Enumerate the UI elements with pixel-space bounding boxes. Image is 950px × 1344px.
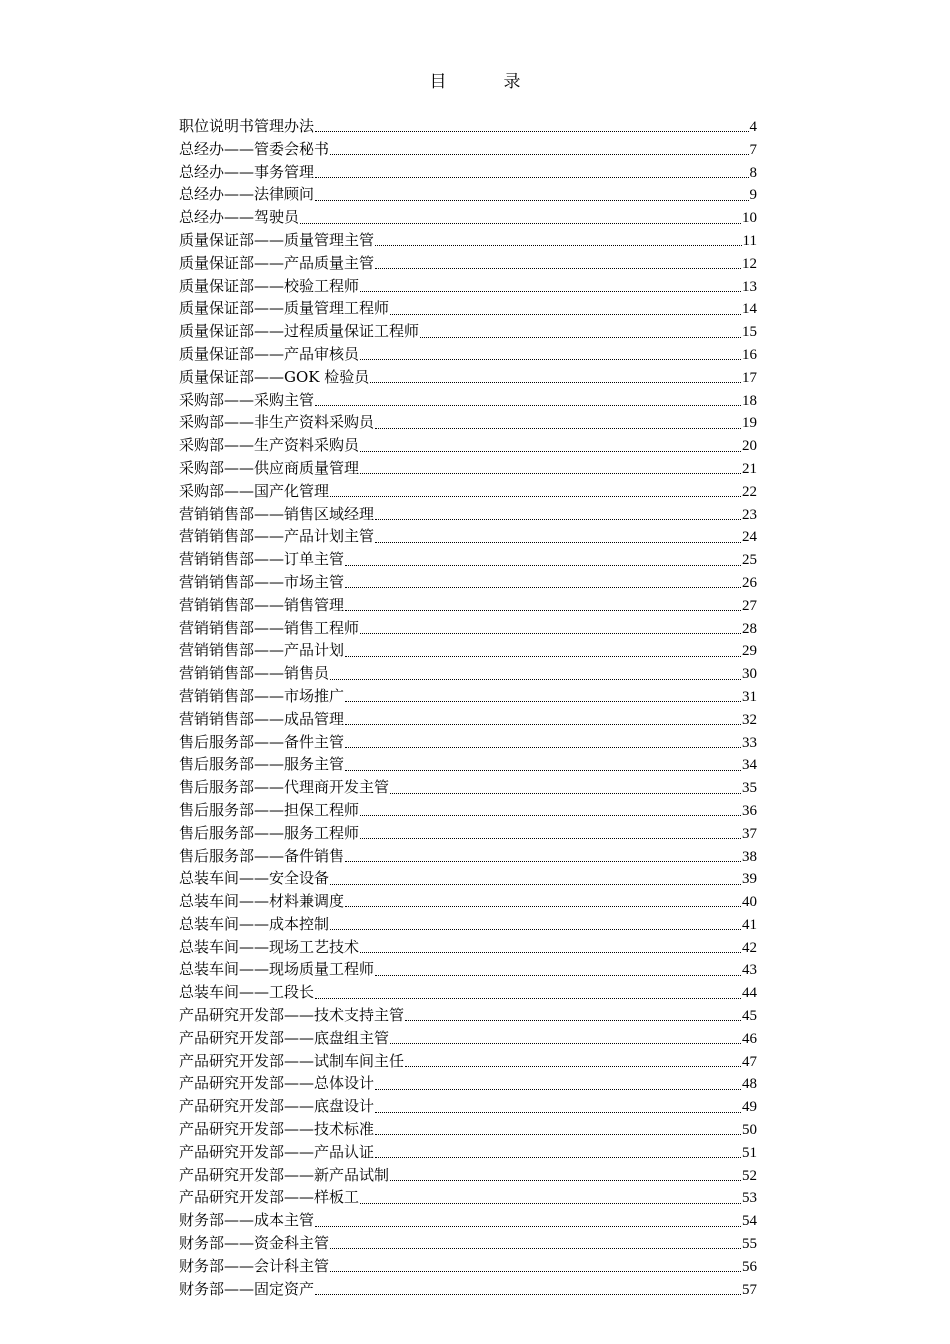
toc-dot-leader xyxy=(375,1088,741,1090)
toc-entry-label: 售后服务部——备件销售 xyxy=(179,846,345,865)
toc-entry[interactable] xyxy=(179,389,757,412)
toc-dot-leader xyxy=(375,1156,741,1158)
toc-entry-label: 总经办——驾驶员 xyxy=(179,208,300,227)
toc-entry[interactable] xyxy=(179,297,757,320)
toc-dot-leader xyxy=(330,928,741,930)
toc-entry[interactable] xyxy=(179,1027,757,1050)
toc-entry-page-number: 33 xyxy=(742,734,757,751)
toc-entry-label: 质量保证部——质量管理工程师 xyxy=(179,299,390,318)
toc-entry-page-number: 52 xyxy=(742,1167,757,1184)
toc-entry-page-number: 20 xyxy=(742,438,757,455)
toc-entry-label: 产品研究开发部——样板工 xyxy=(179,1188,360,1207)
toc-dot-leader xyxy=(360,1202,741,1204)
toc-entry-page-number: 49 xyxy=(742,1099,757,1116)
toc-entry-label: 总装车间——材料兼调度 xyxy=(179,892,345,911)
toc-entry-label: 营销销售部——销售工程师 xyxy=(179,618,360,637)
toc-entry-page-number: 31 xyxy=(742,688,757,705)
toc-entry-page-number: 30 xyxy=(742,666,757,683)
toc-entry-page-number: 40 xyxy=(742,894,757,911)
toc-entry-label: 产品研究开发部——技术标准 xyxy=(179,1120,375,1139)
toc-dot-leader xyxy=(375,541,741,543)
toc-entry[interactable] xyxy=(179,229,757,252)
toc-entry-label: 售后服务部——代理商开发主管 xyxy=(179,778,390,797)
toc-dot-leader xyxy=(390,792,741,794)
toc-entry-label: 财务部——固定资产 xyxy=(179,1279,315,1298)
toc-entry-page-number: 32 xyxy=(742,711,757,728)
toc-entry-label: 产品研究开发部——产品认证 xyxy=(179,1142,375,1161)
toc-dot-leader xyxy=(420,336,741,338)
toc-entry-label: 营销销售部——销售员 xyxy=(179,664,330,683)
toc-entry-page-number: 14 xyxy=(742,301,757,318)
toc-entry-label: 质量保证部——校验工程师 xyxy=(179,276,360,295)
toc-entry-label: 售后服务部——服务工程师 xyxy=(179,823,360,842)
toc-entry-label: 营销销售部——成品管理 xyxy=(179,709,345,728)
toc-entry[interactable] xyxy=(179,1050,757,1073)
toc-dot-leader xyxy=(345,655,741,657)
toc-entry-page-number: 23 xyxy=(742,506,757,523)
toc-entry-page-number: 43 xyxy=(742,962,757,979)
toc-entry-page-number: 17 xyxy=(742,369,757,386)
toc-dot-leader xyxy=(390,313,741,315)
toc-dot-leader xyxy=(315,176,748,178)
toc-entry[interactable] xyxy=(179,161,757,184)
toc-entry[interactable] xyxy=(179,343,757,366)
toc-entry[interactable] xyxy=(179,503,757,526)
toc-dot-leader xyxy=(360,358,741,360)
toc-entry-page-number: 22 xyxy=(742,483,757,500)
toc-entry-page-number: 9 xyxy=(749,187,757,204)
toc-entry-page-number: 36 xyxy=(742,802,757,819)
toc-entry-label: 采购部——生产资料采购员 xyxy=(179,436,360,455)
toc-dot-leader xyxy=(345,564,741,566)
toc-entry-page-number: 37 xyxy=(742,825,757,842)
toc-dot-leader xyxy=(330,883,741,885)
toc-entry[interactable] xyxy=(179,320,757,343)
toc-entry-page-number: 13 xyxy=(742,278,757,295)
toc-entry-page-number: 44 xyxy=(742,985,757,1002)
toc-entry-page-number: 29 xyxy=(742,643,757,660)
toc-dot-leader xyxy=(345,769,741,771)
toc-entry[interactable] xyxy=(179,571,757,594)
toc-entry-page-number: 51 xyxy=(742,1144,757,1161)
toc-dot-leader xyxy=(405,1019,741,1021)
toc-dot-leader xyxy=(375,244,742,246)
toc-dot-leader xyxy=(330,678,741,680)
toc-dot-leader xyxy=(330,153,748,155)
toc-entry[interactable] xyxy=(179,731,757,754)
toc-entry-label: 产品研究开发部——底盘设计 xyxy=(179,1097,375,1116)
toc-entry[interactable] xyxy=(179,617,757,640)
toc-entry[interactable] xyxy=(179,457,757,480)
toc-entry-page-number: 35 xyxy=(742,780,757,797)
toc-dot-leader xyxy=(360,632,741,634)
toc-entry-page-number: 10 xyxy=(742,210,757,227)
toc-entry-page-number: 27 xyxy=(742,597,757,614)
toc-dot-leader xyxy=(315,199,748,201)
toc-entry-label: 质量保证部——过程质量保证工程师 xyxy=(179,322,420,341)
toc-entry-label: 总经办——管委会秘书 xyxy=(179,139,330,158)
toc-entry-label: 总经办——法律顾问 xyxy=(179,185,315,204)
toc-entry[interactable] xyxy=(179,1118,757,1141)
toc-entry-label: 总装车间——安全设备 xyxy=(179,869,330,888)
toc-dot-leader xyxy=(315,1225,741,1227)
toc-entry[interactable] xyxy=(179,275,757,298)
toc-entry-page-number: 24 xyxy=(742,529,757,546)
toc-entry-label: 营销销售部——产品计划主管 xyxy=(179,527,375,546)
toc-entry[interactable] xyxy=(179,525,757,548)
toc-entry-label: 总装车间——现场质量工程师 xyxy=(179,960,375,979)
toc-entry-label: 采购部——供应商质量管理 xyxy=(179,458,360,477)
toc-entry-page-number: 46 xyxy=(742,1030,757,1047)
toc-dot-leader xyxy=(330,1247,741,1249)
toc-entry-label: 财务部——成本主管 xyxy=(179,1211,315,1230)
toc-entry-page-number: 50 xyxy=(742,1122,757,1139)
toc-entry-label: 营销销售部——销售区域经理 xyxy=(179,504,375,523)
toc-entry-label: 产品研究开发部——底盘组主管 xyxy=(179,1028,390,1047)
toc-entry-label: 营销销售部——订单主管 xyxy=(179,550,345,569)
toc-dot-leader xyxy=(315,997,741,999)
toc-entry[interactable] xyxy=(179,1072,757,1095)
toc-entry-page-number: 45 xyxy=(742,1008,757,1025)
toc-entry[interactable] xyxy=(179,685,757,708)
toc-entry-page-number: 15 xyxy=(742,324,757,341)
toc-dot-leader xyxy=(345,700,741,702)
toc-dot-leader xyxy=(315,404,741,406)
toc-entry-page-number: 12 xyxy=(742,255,757,272)
toc-entry[interactable] xyxy=(179,753,757,776)
toc-entry-label: 售后服务部——担保工程师 xyxy=(179,800,360,819)
toc-entry-label: 产品研究开发部——总体设计 xyxy=(179,1074,375,1093)
toc-entry[interactable] xyxy=(179,183,757,206)
toc-entry-label: 质量保证部——质量管理主管 xyxy=(179,230,375,249)
toc-entry[interactable] xyxy=(179,1232,757,1255)
toc-entry[interactable] xyxy=(179,1186,757,1209)
toc-entry-page-number: 39 xyxy=(742,871,757,888)
toc-entry[interactable] xyxy=(179,206,757,229)
toc-entry-page-number: 48 xyxy=(742,1076,757,1093)
toc-entry[interactable] xyxy=(179,1004,757,1027)
toc-entry-label: 质量保证部——产品质量主管 xyxy=(179,253,375,272)
toc-entry[interactable] xyxy=(179,662,757,685)
toc-dot-leader xyxy=(360,951,741,953)
toc-entry-label: 总装车间——工段长 xyxy=(179,983,315,1002)
toc-dot-leader xyxy=(330,1270,741,1272)
toc-entry-label: 营销销售部——销售管理 xyxy=(179,595,345,614)
toc-entry-label: 营销销售部——产品计划 xyxy=(179,641,345,660)
toc-dot-leader xyxy=(375,518,741,520)
toc-entry-page-number: 7 xyxy=(749,141,757,158)
toc-dot-leader xyxy=(345,746,741,748)
toc-entry-page-number: 47 xyxy=(742,1053,757,1070)
toc-dot-leader xyxy=(360,814,741,816)
toc-dot-leader xyxy=(375,1111,741,1113)
toc-entry-label: 售后服务部——服务主管 xyxy=(179,755,345,774)
toc-dot-leader xyxy=(370,381,741,383)
toc-entry-label: 营销销售部——市场推广 xyxy=(179,686,345,705)
toc-entry[interactable] xyxy=(179,936,757,959)
toc-entry-label: 产品研究开发部——试制车间主任 xyxy=(179,1051,405,1070)
toc-entry[interactable] xyxy=(179,252,757,275)
toc-entry-label: 总装车间——成本控制 xyxy=(179,914,330,933)
toc-dot-leader xyxy=(375,427,741,429)
toc-entry[interactable] xyxy=(179,1164,757,1187)
toc-entry-label: 质量保证部——产品审核员 xyxy=(179,344,360,363)
toc-entry-page-number: 55 xyxy=(742,1236,757,1253)
toc-entry-label: 售后服务部——备件主管 xyxy=(179,732,345,751)
toc-entry-page-number: 18 xyxy=(742,392,757,409)
toc-entry[interactable] xyxy=(179,1141,757,1164)
toc-entry[interactable] xyxy=(179,115,757,138)
toc-entry-label: 财务部——会计科主管 xyxy=(179,1256,330,1275)
toc-dot-leader xyxy=(315,130,748,132)
toc-entry-label: 质量保证部——GOK 检验员 xyxy=(179,367,370,386)
toc-dot-leader xyxy=(375,267,741,269)
toc-dot-leader xyxy=(375,1133,741,1135)
toc-dot-leader xyxy=(330,495,741,497)
toc-entry-page-number: 53 xyxy=(742,1190,757,1207)
toc-entry-page-number: 19 xyxy=(742,415,757,432)
toc-entry-label: 总装车间——现场工艺技术 xyxy=(179,937,360,956)
toc-entry-label: 总经办——事务管理 xyxy=(179,162,315,181)
toc-entry-page-number: 26 xyxy=(742,574,757,591)
toc-entry-page-number: 4 xyxy=(749,119,757,135)
toc-title: 目 录 xyxy=(429,72,541,92)
toc-dot-leader xyxy=(360,472,741,474)
toc-entry[interactable] xyxy=(179,822,757,845)
toc-entry[interactable] xyxy=(179,708,757,731)
toc-dot-leader xyxy=(390,1042,741,1044)
toc-dot-leader xyxy=(390,1179,741,1181)
toc-entry-label: 职位说明书管理办法 xyxy=(179,117,315,135)
toc-entry[interactable] xyxy=(179,799,757,822)
toc-entry-page-number: 57 xyxy=(742,1281,757,1298)
toc-entry-page-number: 11 xyxy=(742,232,757,249)
toc-dot-leader xyxy=(345,905,741,907)
toc-dot-leader xyxy=(300,222,741,224)
toc-entry-page-number: 8 xyxy=(749,164,757,181)
toc-entry-label: 产品研究开发部——新产品试制 xyxy=(179,1165,390,1184)
toc-dot-leader xyxy=(345,609,741,611)
toc-entry[interactable] xyxy=(179,434,757,457)
toc-dot-leader xyxy=(345,860,741,862)
toc-entry-page-number: 21 xyxy=(742,460,757,477)
toc-entry-label: 采购部——非生产资料采购员 xyxy=(179,413,375,432)
toc-entry[interactable] xyxy=(179,639,757,662)
toc-entry[interactable] xyxy=(179,480,757,503)
toc-dot-leader xyxy=(360,450,741,452)
toc-entry[interactable] xyxy=(179,913,757,936)
toc-entry[interactable] xyxy=(179,890,757,913)
toc-entry-label: 产品研究开发部——技术支持主管 xyxy=(179,1006,405,1025)
toc-list xyxy=(179,115,757,1300)
toc-entry-page-number: 25 xyxy=(742,552,757,569)
toc-dot-leader xyxy=(360,290,741,292)
toc-entry-page-number: 28 xyxy=(742,620,757,637)
toc-entry[interactable] xyxy=(179,594,757,617)
toc-entry[interactable] xyxy=(179,1209,757,1232)
toc-dot-leader xyxy=(345,723,741,725)
toc-entry[interactable] xyxy=(179,958,757,981)
toc-entry[interactable] xyxy=(179,366,757,389)
toc-entry[interactable] xyxy=(179,1095,757,1118)
toc-entry[interactable] xyxy=(179,845,757,868)
toc-entry-page-number: 54 xyxy=(742,1213,757,1230)
toc-entry[interactable] xyxy=(179,138,757,161)
toc-entry-page-number: 41 xyxy=(742,916,757,933)
toc-entry[interactable] xyxy=(179,981,757,1004)
toc-entry-page-number: 56 xyxy=(742,1258,757,1275)
toc-entry-label: 财务部——资金科主管 xyxy=(179,1234,330,1253)
toc-dot-leader xyxy=(345,586,741,588)
toc-entry[interactable] xyxy=(179,776,757,799)
toc-entry-page-number: 38 xyxy=(742,848,757,865)
toc-dot-leader xyxy=(375,974,741,976)
toc-entry-page-number: 16 xyxy=(742,346,757,363)
toc-dot-leader xyxy=(315,1293,741,1295)
toc-entry-page-number: 42 xyxy=(742,939,757,956)
toc-entry[interactable] xyxy=(179,867,757,890)
toc-entry[interactable] xyxy=(179,1255,757,1278)
toc-entry[interactable] xyxy=(179,548,757,571)
toc-entry-label: 采购部——采购主管 xyxy=(179,390,315,409)
toc-dot-leader xyxy=(360,837,741,839)
toc-entry-label: 采购部——国产化管理 xyxy=(179,481,330,500)
toc-entry-label: 营销销售部——市场主管 xyxy=(179,572,345,591)
toc-entry-page-number: 34 xyxy=(742,757,757,774)
toc-entry[interactable] xyxy=(179,1278,757,1301)
toc-dot-leader xyxy=(405,1065,741,1067)
toc-entry[interactable] xyxy=(179,411,757,434)
